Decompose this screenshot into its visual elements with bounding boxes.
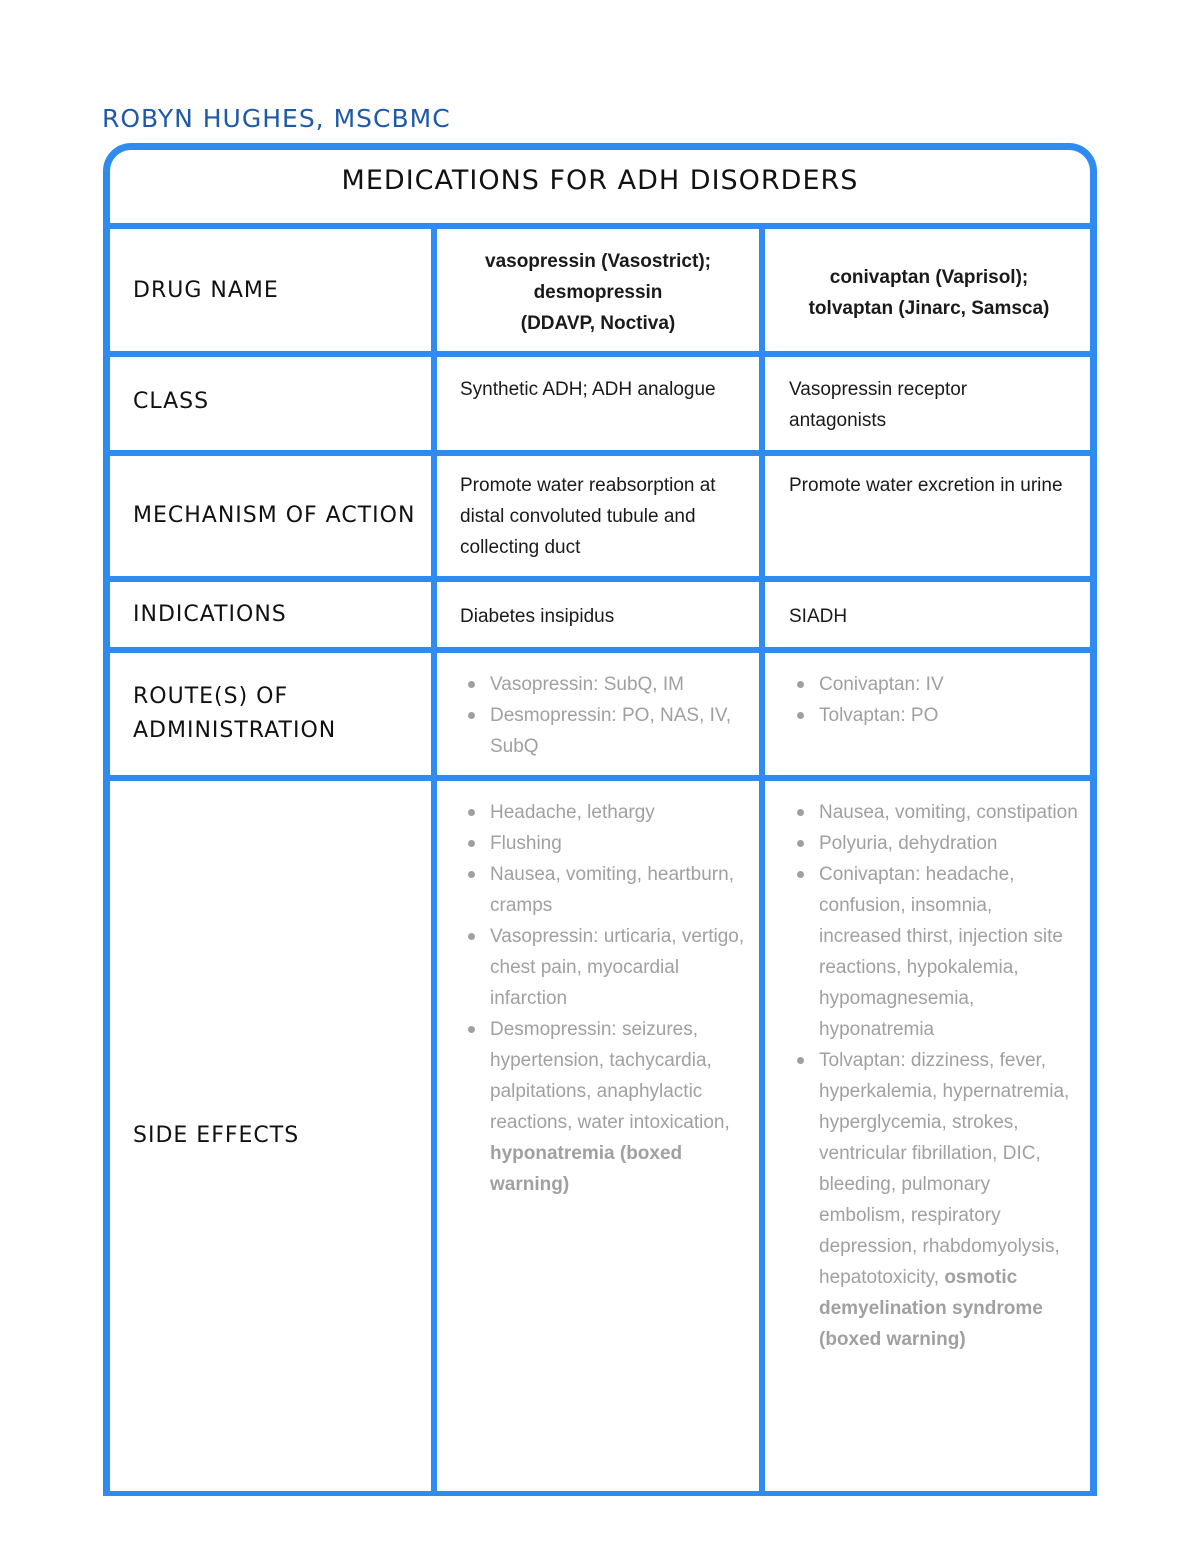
boxed-warning-text: hyponatremia (boxed warning) <box>490 1143 683 1195</box>
row-label-mechanism: MECHANISM OF ACTION <box>133 503 416 528</box>
list-item: Nausea, vomiting, heartburn, cramps <box>490 859 745 921</box>
table-bottom-border <box>103 1491 1097 1496</box>
row-label-routes <box>133 680 336 748</box>
medication-table <box>103 143 1097 1496</box>
drug-name-line: vasopressin (Vasostrict); <box>485 251 711 272</box>
list-item: Conivaptan: IV <box>819 669 1064 700</box>
row-divider <box>103 775 1097 781</box>
drug-name-line: conivaptan (Vaprisol); <box>829 267 1029 288</box>
row-label-side-effects: SIDE EFFECTS <box>133 1123 300 1148</box>
label-line: ADMINISTRATION <box>133 718 337 743</box>
row-divider <box>103 351 1097 357</box>
row-label-indications: INDICATIONS <box>133 602 287 627</box>
indications-col2: SIADH <box>789 606 848 627</box>
list-item <box>490 1014 745 1200</box>
label-line: ROUTE(S) OF <box>133 684 289 709</box>
list-item: Tolvaptan: PO <box>819 700 1064 731</box>
list-item: Polyuria, dehydration <box>819 828 1079 859</box>
row-label-class: CLASS <box>133 389 210 414</box>
drug-name-col1 <box>443 246 753 339</box>
class-col1: Synthetic ADH; ADH analogue <box>460 379 716 400</box>
indications-col1: Diabetes insipidus <box>460 606 615 627</box>
drug-name-line: (DDAVP, Noctiva) <box>520 313 676 334</box>
list-item: Vasopressin: SubQ, IM <box>490 669 735 700</box>
boxed-warning-text: osmotic demyelination syndrome (boxed warning) <box>819 1267 1043 1350</box>
author-name: ROBYN HUGHES, MSCBMC <box>102 104 451 133</box>
list-item: Conivaptan: headache, confusion, insomnia, increased thirst, injection site reactions, hypokalemia, hypomagnesemia, hyponatremia <box>819 859 1079 1045</box>
list-item: Flushing <box>490 828 745 859</box>
list-item <box>819 1045 1079 1355</box>
column-divider <box>759 223 765 1495</box>
routes-col1 <box>460 669 735 762</box>
class-col2: Vasopressin receptor antagonists <box>789 379 968 431</box>
mechanism-col1: Promote water reabsorption at distal convoluted tubule and collecting duct <box>460 475 716 558</box>
list-item-text: Tolvaptan: dizziness, fever, hyperkalemia, hypernatremia, hyperglycemia, strokes, ventricular fibrillation, DIC, bleeding, pulmonary embolism, respiratory depression, rhabdomyolysis, hepatotoxicity, <box>819 1050 1070 1288</box>
drug-name-line: desmopressin <box>533 282 663 303</box>
row-divider <box>103 576 1097 582</box>
list-item-text: Desmopressin: seizures, hypertension, tachycardia, palpitations, anaphylactic reactions, water intoxication, <box>490 1019 730 1133</box>
table-title: MEDICATIONS FOR ADH DISORDERS <box>341 165 859 196</box>
column-divider <box>431 223 437 1495</box>
list-item: Nausea, vomiting, constipation <box>819 797 1079 828</box>
side-effects-col2 <box>789 797 1079 1355</box>
mechanism-col2: Promote water excretion in urine <box>789 475 1063 496</box>
list-item: Headache, lethargy <box>490 797 745 828</box>
row-divider <box>103 223 1097 229</box>
routes-col2 <box>789 669 1064 731</box>
row-divider <box>103 450 1097 456</box>
drug-name-col2 <box>771 262 1087 324</box>
drug-name-line: tolvaptan (Jinarc, Samsca) <box>808 298 1050 319</box>
side-effects-col1 <box>460 797 745 1200</box>
row-divider <box>103 647 1097 653</box>
list-item: Vasopressin: urticaria, vertigo, chest pain, myocardial infarction <box>490 921 745 1014</box>
row-label-drug-name: DRUG NAME <box>133 278 279 303</box>
list-item: Desmopressin: PO, NAS, IV, SubQ <box>490 700 735 762</box>
